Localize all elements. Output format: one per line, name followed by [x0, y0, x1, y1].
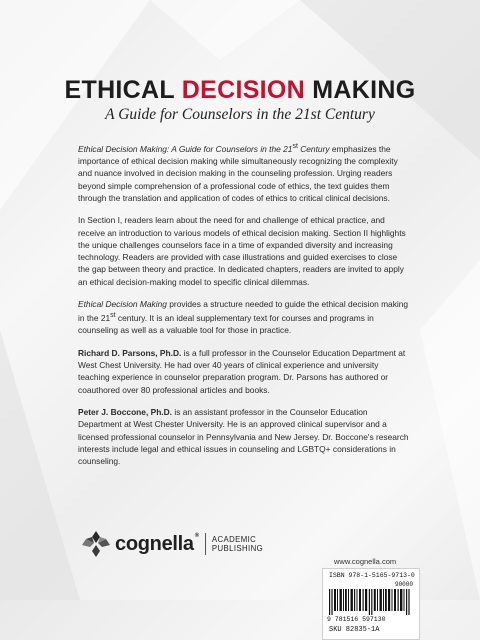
author-bio-boccone: Peter J. Boccone, Ph.D. is an assistant professor in the Counselor Education Department at West Chester University. He is an approved clinical supervisor and a licensed professional counselor in Pennsylvania and New Jersey. Dr. Boccone's research interests include legal and ethical issues in counseling and LGBTQ+ considerations in counseling.	[78, 406, 409, 467]
back-cover-blurb	[78, 141, 410, 477]
logo-divider	[205, 533, 206, 555]
title-accent-word: DECISION	[181, 76, 306, 104]
price-code: 90000	[394, 581, 413, 588]
sku-text: SKU 82835-1A	[329, 626, 380, 634]
cognella-mark-icon	[80, 529, 112, 559]
book-subtitle: A Guide for Counselors in the 21st Century	[105, 106, 375, 123]
publisher-logo	[80, 529, 263, 559]
blurb-paragraph-1: Ethical Decision Making: A Guide for Counselors in the 21st Century emphasizes the importance of ethical decision making while simultaneously recognizing the complexity and nuance involved in decision making in the counseling profession. Urging readers beyond simple comprehension of a professional code of ethics, the text guides them through the translation and application of codes of ethics to critical clinical decisions.	[78, 143, 398, 203]
isbn-barcode	[322, 568, 420, 640]
publisher-imprint: ACADEMIC PUBLISHING	[211, 534, 264, 553]
author-bio-parsons: Richard D. Parsons, Ph.D. is a full professor in the Counselor Education Department at West Chest University. He had over 40 years of clinical experience and university teaching experience in counselor preparation program. Dr. Parsons has authored or coauthored over 80 professional articles and books.	[78, 347, 406, 395]
barcode-number: 9 781516 597130	[327, 616, 386, 623]
publisher-url: www.cognella.com	[334, 557, 397, 566]
blurb-paragraph-3: Ethical Decision Making provides a structure needed to guide the ethical decision making in the 21st century. It is an ideal supplementary text for courses and programs in counseling as well as a valuable tool for those in practice.	[78, 299, 409, 336]
publisher-name: cognella®	[115, 532, 199, 555]
barcode-bars	[329, 589, 413, 615]
book-title: ETHICAL DECISION MAKING	[64, 76, 416, 104]
isbn-text: ISBN 978-1-5165-9713-0	[329, 572, 415, 579]
blurb-paragraph-2: In Section I, readers learn about the need for and challenge of ethical practice, and receive an introduction to various models of ethical decision making. Section II highlights the unique challenges counselors face in a time of expanded diversity and increasing technology. Readers are provided with case illustrations and guided exercises to close the gap between theory and practice. In dedicated chapters, readers are invited to apply an ethical decision-making model to specific clinical dilemmas.	[78, 215, 406, 287]
